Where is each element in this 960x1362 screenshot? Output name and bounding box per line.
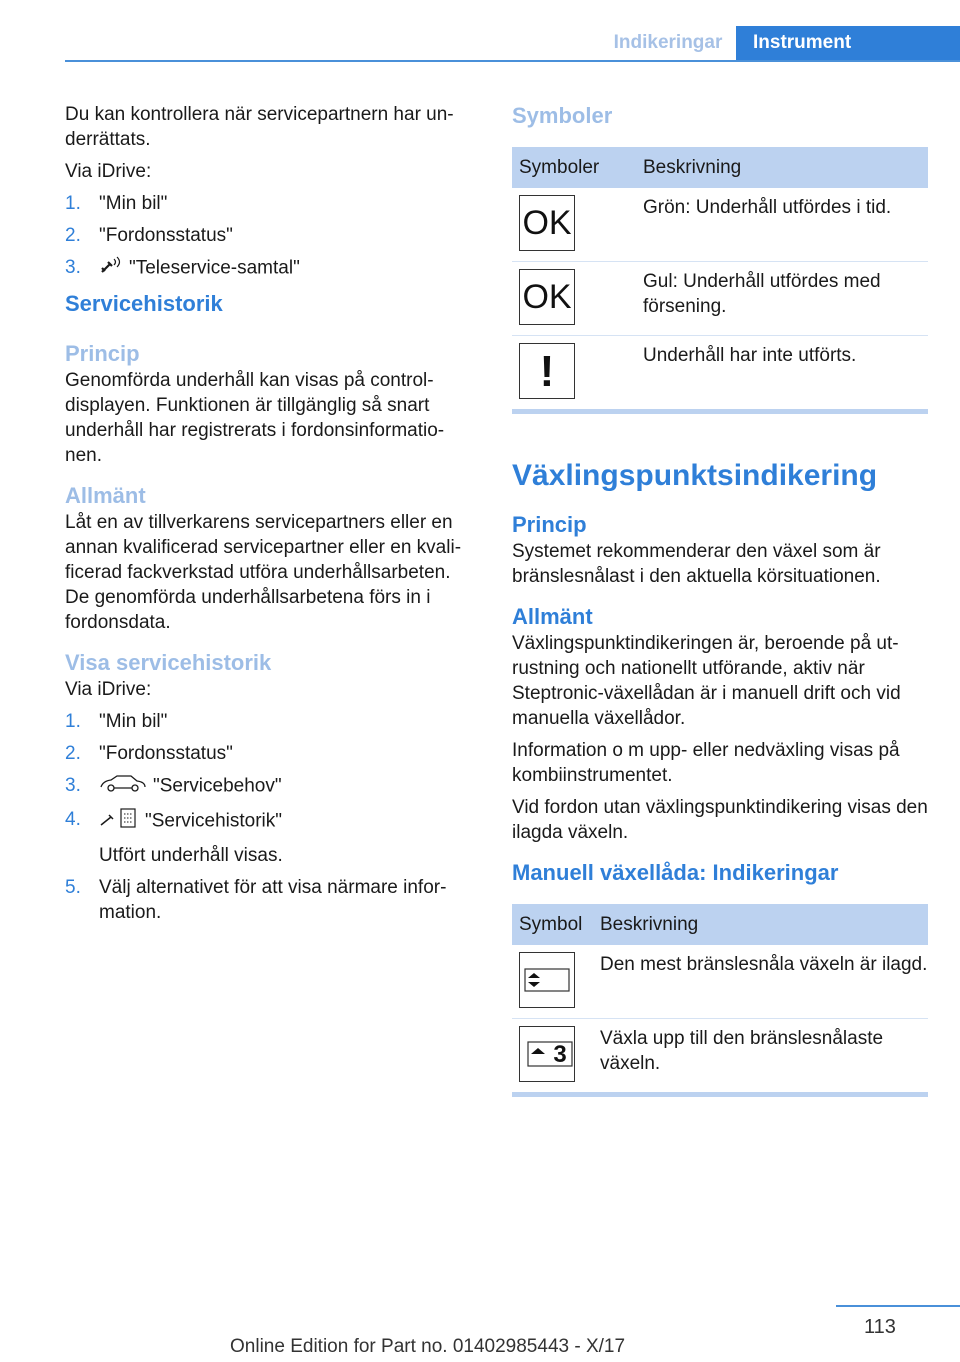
allmant-text-right-2: Information o m upp- eller nedväxling visas på kombiinstrumentet. [512, 740, 900, 786]
header-divider [65, 60, 960, 62]
steps-list-2 [65, 709, 475, 925]
left-column [65, 102, 475, 932]
col-header-symbol: Symbol [512, 904, 593, 945]
symbol-description: Den mest bränslesnåla växeln är ilagd. [593, 945, 928, 1019]
heading-allmant-right: Allmänt [512, 604, 593, 629]
col-header-beskrivning: Beskrivning [593, 904, 928, 945]
step-subtext: Utfört underhåll visas. [99, 845, 283, 866]
heading-visa-servicehistorik: Visa servicehistorik [65, 650, 272, 675]
table-row [512, 262, 928, 336]
via-idrive-1: Via iDrive: [65, 161, 152, 182]
table-header-row [512, 904, 928, 945]
table-bottom-bar [512, 409, 928, 414]
page-number: 113 [864, 1316, 896, 1338]
heading-princip-right: Princip [512, 512, 587, 537]
edition-text: Online Edition for Part no. 01402985443 - X/17 [230, 1336, 626, 1357]
symbols-table [512, 147, 928, 409]
heading-symboler: Symboler [512, 103, 613, 128]
ok-yellow-icon: OK [519, 269, 575, 325]
service-history-icon [99, 807, 139, 836]
table-row [512, 1019, 928, 1093]
right-column [512, 102, 928, 1097]
heading-vaxlingspunkt: Växlingspunktsindikering [512, 459, 878, 492]
gear-optimal-icon [519, 952, 575, 1008]
tab-indikeringar[interactable]: Indikeringar [613, 32, 723, 53]
princip-text-left: Genomförda underhåll kan visas på control-displayen. Funktionen är tillgänglig så snart underhåll har registrerats i fordonsinformatio-nen. [65, 370, 445, 466]
symbol-description: Grön: Underhåll utfördes i tid. [636, 188, 928, 262]
exclamation-icon: ! [519, 343, 575, 399]
symbol-description: Underhåll har inte utförts. [643, 345, 857, 366]
intro-text: Du kan kontrollera när servicepartnern har un-derrättats. [65, 104, 454, 150]
tab-instrument[interactable]: Instrument [736, 26, 960, 62]
car-service-icon [99, 773, 147, 800]
list-item: 3. "Teleservice-samtal" [65, 255, 475, 282]
table-header-row [512, 147, 928, 188]
teleservice-icon [99, 255, 123, 282]
heading-allmant-left: Allmänt [65, 483, 146, 508]
symbol-description: Gul: Underhåll utfördes med försening. [636, 262, 928, 336]
footer-divider [836, 1305, 960, 1307]
list-item: 5. Välj alternativet för att visa närmare infor-mation. [65, 877, 447, 923]
ok-green-icon: OK [519, 195, 575, 251]
princip-text-right: Systemet rekommenderar den växel som är bränslesnålast i den aktuella körsituationen. [512, 541, 881, 587]
gear-symbols-table [512, 904, 928, 1092]
list-item: 1. "Min bil" [65, 711, 168, 732]
list-item: 2. "Fordonsstatus" [65, 225, 233, 246]
allmant-text-left: Låt en av tillverkarens servicepartners eller en annan kvalificerad servicepartner eller en kvali-ficerad fackverkstad utföra underhållsarbeten. De genomförda underhållsarbetena förs in i fordonsdata. [65, 512, 462, 633]
table-row [512, 336, 928, 410]
list-item: 1. "Min bil" [65, 193, 168, 214]
heading-manuell-vaxellada: Manuell växellåda: Indikeringar [512, 860, 839, 885]
via-idrive-2: Via iDrive: [65, 679, 152, 700]
symbol-description: Växla upp till den bränslesnålaste växeln. [600, 1028, 884, 1074]
page-header [0, 0, 960, 62]
list-item: 2. "Fordonsstatus" [65, 743, 233, 764]
heading-servicehistorik: Servicehistorik [65, 291, 223, 316]
list-item: 3. "Servicebehov" [65, 773, 475, 800]
table-row [512, 188, 928, 262]
shift-up-3-icon: 3 [519, 1026, 575, 1082]
allmant-text-right-1: Växlingspunktindikeringen är, beroende på ut-rustning och nationellt utförande, aktiv när Steptronic-växellådan är i manuell drift och vid manuella växellådor. [512, 633, 901, 729]
allmant-text-right-3: Vid fordon utan växlingspunktindikering visas den ilagda växeln. [512, 797, 928, 843]
list-item: 4. "Servicehistorik" Utfört underhåll visas. [65, 807, 475, 868]
heading-princip-left: Princip [65, 341, 140, 366]
table-bottom-bar [512, 1092, 928, 1097]
steps-list-1 [65, 191, 475, 282]
table-row [512, 945, 928, 1019]
col-header-beskrivning: Beskrivning [636, 147, 928, 188]
col-header-symboler: Symboler [512, 147, 636, 188]
